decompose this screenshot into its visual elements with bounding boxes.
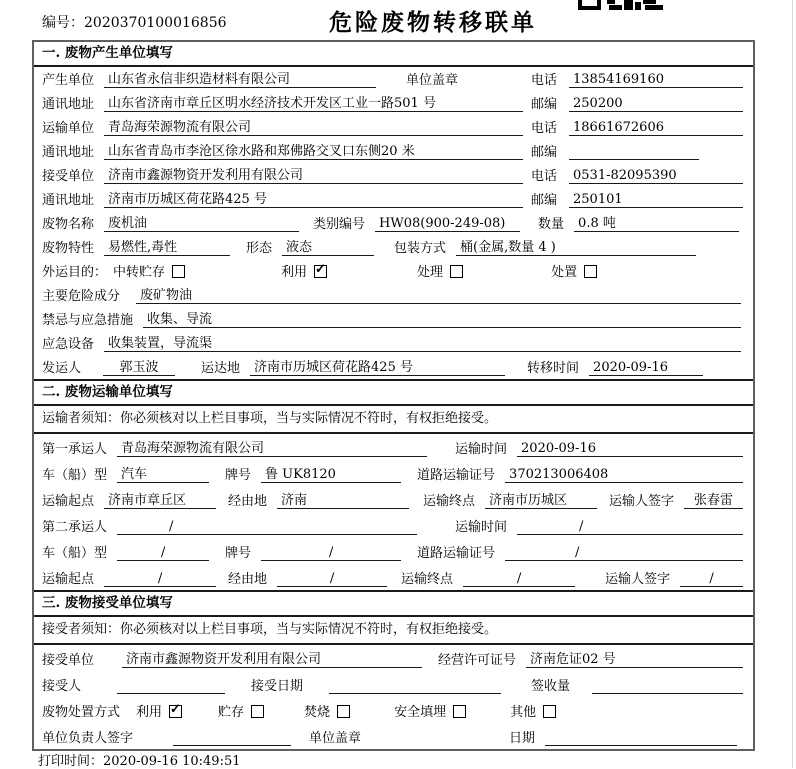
row-waste-character: [34, 235, 753, 259]
quantity-label: 数量: [538, 217, 565, 232]
zip-label: 邮编: [531, 145, 558, 160]
date-label: 日期: [509, 731, 536, 746]
purpose-label: 外运目的：: [42, 265, 108, 280]
plate-label: 牌号: [225, 546, 252, 561]
row-vehicle1: [34, 460, 753, 486]
head-sign-value: [173, 729, 291, 746]
accept-unit-label: 接受单位: [42, 653, 95, 668]
print-time-value: 2020-09-16 10:49:51: [103, 754, 241, 769]
recipient-value: [117, 677, 225, 694]
transfer-time-label: 转移时间: [527, 361, 580, 376]
row-carrier2: [34, 512, 753, 538]
section3-header: 三. 废物接受单位填写: [34, 590, 753, 617]
via-label: 经由地: [228, 494, 268, 509]
section1-header: 一. 废物产生单位填写: [34, 42, 753, 67]
phone-label: 电话: [531, 169, 558, 184]
transporter-label: 运输单位: [42, 121, 95, 136]
carrier1-label: 第一承运人: [42, 442, 108, 457]
accept-date-value: [329, 677, 501, 694]
checkbox: [453, 705, 466, 718]
transport-time-value: /: [517, 518, 743, 535]
row-emergency-equipment: [34, 331, 753, 355]
endpoint-label: 运输终点: [401, 572, 454, 587]
zip-label: 邮编: [531, 97, 558, 112]
transport-time-label: 运输时间: [455, 442, 508, 457]
row-receiver: [34, 163, 753, 187]
row-transfer-purpose: [34, 259, 753, 283]
purpose-option: 中转贮存: [113, 261, 185, 280]
origin-label: 运输起点: [42, 572, 95, 587]
transporter-value: 青岛海荣源物流有限公司: [104, 119, 523, 136]
disposal-option: 焚烧: [304, 701, 350, 720]
origin-value: /: [104, 570, 216, 587]
via-label: 经由地: [228, 572, 268, 587]
receiver-phone-value: 0531-82095390: [569, 167, 743, 184]
print-time: [38, 750, 241, 769]
carrier2-label: 第二承运人: [42, 520, 108, 535]
destination-label: 运达地: [201, 361, 241, 376]
disposal-option: 其他: [510, 701, 556, 720]
transporter-sign-value: /: [680, 570, 743, 587]
checkbox: [172, 265, 185, 278]
waste-name-value: 废机油: [104, 215, 299, 232]
via-value: /: [277, 570, 387, 587]
endpoint-value: 济南市历城区: [485, 492, 597, 509]
accept-unit-value: 济南市鑫源物资开发利用有限公司: [122, 651, 422, 668]
vehicle-type-label: 车（船）型: [42, 546, 108, 561]
endpoint-label: 运输终点: [423, 494, 476, 509]
quantity-value: 0.8 吨: [574, 215, 739, 232]
shipper-value: 郭玉波: [103, 359, 175, 376]
row-producer-address: [34, 91, 753, 115]
transporter-sign-label: 运输人签字: [605, 572, 671, 587]
receiver-address-value: 济南市历城区荷花路425 号: [104, 191, 523, 208]
checkbox: [337, 705, 350, 718]
packing-label: 包装方式: [394, 241, 447, 256]
doc-number-label: 编号：: [42, 15, 84, 31]
transporter-sign-label: 运输人签字: [609, 494, 675, 509]
receiver-notice: 接受者须知：你必须核对以上栏目事项，当与实际情况不符时，有权拒绝接受。: [34, 617, 753, 645]
transport-time-value: 2020-09-16: [517, 440, 743, 457]
purpose-option: 利用 ✓: [281, 261, 327, 280]
equipment-value: 收集装置，导流渠: [104, 335, 741, 352]
unit-seal-label: 单位盖章: [406, 73, 459, 88]
page-edge-divider: [792, 0, 793, 768]
manifest-form: [32, 40, 755, 751]
endpoint-value: /: [463, 570, 575, 587]
receiver-label: 接受单位: [42, 169, 95, 184]
checkbox: [543, 705, 556, 718]
address-label: 通讯地址: [42, 145, 95, 160]
print-time-label: 打印时间：: [38, 754, 104, 769]
row-recipient: [34, 671, 753, 697]
character-label: 废物特性: [42, 241, 95, 256]
destination-value: 济南市历城区荷花路425 号: [250, 359, 505, 376]
shipper-label: 发运人: [42, 361, 82, 376]
road-permit-label: 道路运输证号: [417, 546, 496, 561]
form-state-label: 形态: [246, 241, 273, 256]
vehicle-type-value: 汽车: [117, 466, 209, 483]
qr-code-icon: [578, 0, 663, 10]
origin-value: 济南市章丘区: [104, 492, 216, 509]
row-producer: [34, 67, 753, 91]
road-permit-value: /: [505, 544, 743, 561]
purpose-option: 处置: [551, 261, 597, 280]
row-shipper: [34, 355, 753, 379]
receiver-value: 济南市鑫源物资开发利用有限公司: [104, 167, 523, 184]
transporter-notice: 运输者须知：你必须核对以上栏目事项，当与实际情况不符时，有权拒绝接受。: [34, 406, 753, 434]
signed-qty-label: 签收量: [531, 679, 571, 694]
disposal-option: 贮存: [218, 701, 264, 720]
transporter-sign-value: 张春雷: [684, 492, 743, 509]
row-vehicle2: [34, 538, 753, 564]
road-permit-label: 道路运输证号: [417, 468, 496, 483]
via-value: 济南: [277, 492, 409, 509]
character-value: 易燃性,毒性: [104, 239, 230, 256]
address-label: 通讯地址: [42, 193, 95, 208]
disposal-option: 利用 ✓: [136, 701, 182, 720]
producer-phone-value: 13854169160: [569, 71, 743, 88]
row-receiver-address: [34, 187, 753, 211]
plate-value: 鲁 UK8120: [261, 466, 401, 483]
taboo-value: 收集、导流: [143, 311, 741, 328]
row-head-signature: [34, 723, 753, 749]
road-permit-value: 370213006408: [505, 466, 743, 483]
phone-label: 电话: [531, 73, 558, 88]
row-route2: [34, 564, 753, 590]
purpose-option: 处理: [417, 261, 463, 280]
producer-address-value: 山东省济南市章丘区明水经济技术开发区工业一路501 号: [104, 95, 523, 112]
taboo-label: 禁忌与应急措施: [42, 313, 134, 328]
doc-number-value: 2020370100016856: [84, 15, 227, 31]
date-value: [545, 729, 737, 746]
waste-name-label: 废物名称: [42, 217, 95, 232]
equipment-label: 应急设备: [42, 337, 95, 352]
receiver-zip-value: 250101: [569, 191, 743, 208]
origin-label: 运输起点: [42, 494, 95, 509]
accept-date-label: 接受日期: [251, 679, 304, 694]
checkbox: [584, 265, 597, 278]
category-label: 类别编号: [313, 217, 366, 232]
row-taboo-measures: [34, 307, 753, 331]
checkbox: [251, 705, 264, 718]
row-carrier1: [34, 434, 753, 460]
page-title: 危险废物转移联单: [329, 9, 537, 36]
disposal-label: 废物处置方式: [42, 705, 121, 720]
row-hazard-component: [34, 283, 753, 307]
zip-label: 邮编: [531, 193, 558, 208]
disposal-option: 安全填埋: [394, 701, 466, 720]
producer-label: 产生单位: [42, 73, 95, 88]
hazard-label: 主要危险成分: [42, 289, 121, 304]
carrier1-value: 青岛海荣源物流有限公司: [117, 440, 427, 457]
carrier2-value: /: [117, 518, 417, 535]
row-transporter: [34, 115, 753, 139]
row-disposal-method: [34, 697, 753, 723]
producer-value: 山东省永信非织造材料有限公司: [104, 71, 376, 88]
checkbox: [450, 265, 463, 278]
form-state-value: 液态: [282, 239, 374, 256]
checkbox-checked-icon: [169, 705, 182, 718]
license-value: 济南危证02 号: [526, 651, 743, 668]
plate-value: /: [261, 544, 401, 561]
vehicle-type-value: /: [117, 544, 209, 561]
category-value: HW08(900-249-08): [375, 215, 520, 232]
row-waste-name: [34, 211, 753, 235]
license-label: 经营许可证号: [438, 653, 517, 668]
transporter-phone-value: 18661672606: [569, 119, 743, 136]
address-label: 通讯地址: [42, 97, 95, 112]
transporter-zip-value: [569, 143, 699, 160]
hazard-value: 废矿物油: [136, 287, 741, 304]
vehicle-type-label: 车（船）型: [42, 468, 108, 483]
packing-value: 桶(金属,数量 4 ): [456, 239, 696, 256]
checkbox-checked-icon: [314, 265, 327, 278]
transport-time-label: 运输时间: [455, 520, 508, 535]
plate-label: 牌号: [225, 468, 252, 483]
row-accept-unit: [34, 645, 753, 671]
unit-seal-label: 单位盖章: [309, 731, 362, 746]
row-route1: [34, 486, 753, 512]
transfer-time-value: 2020-09-16: [589, 359, 703, 376]
signed-qty-value: [592, 677, 743, 694]
transporter-address-value: 山东省青岛市李沧区徐水路和郑佛路交叉口东侧20 米: [104, 143, 523, 160]
phone-label: 电话: [531, 121, 558, 136]
row-transporter-address: [34, 139, 753, 163]
head-sign-label: 单位负责人签字: [42, 731, 134, 746]
recipient-label: 接受人: [42, 679, 82, 694]
section2-header: 二. 废物运输单位填写: [34, 379, 753, 406]
producer-zip-value: 250200: [569, 95, 743, 112]
